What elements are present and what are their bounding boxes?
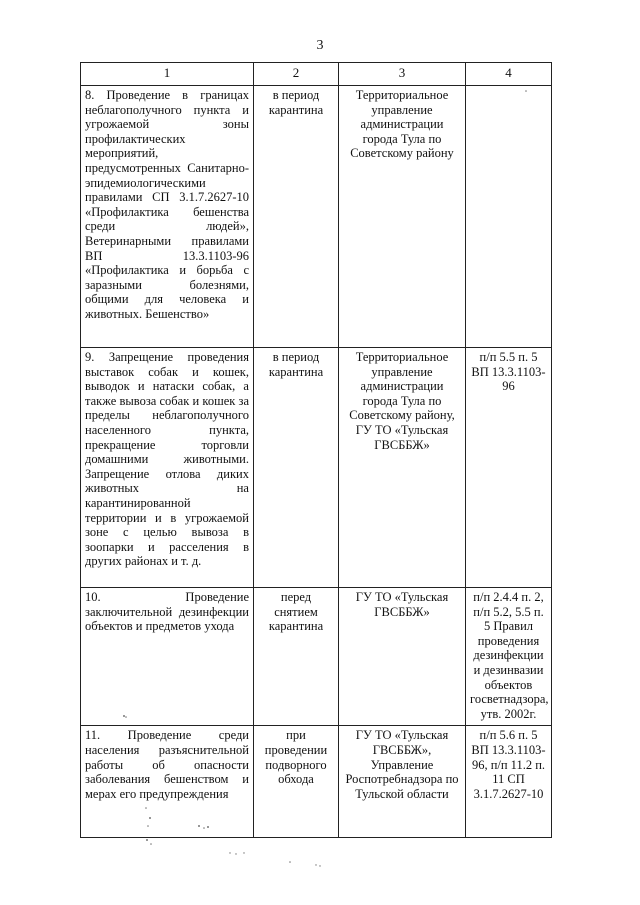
basis-cell: п/п 5.6 п. 5 ВП 13.3.1103-96, п/п 11.2 п. 11 СП 3.1.7.2627-10 [466,726,552,838]
table-row [81,86,552,348]
column-header: 2 [254,63,339,86]
column-header: 4 [466,63,552,86]
table-header-row [81,63,552,86]
basis-cell: п/п 2.4.4 п. 2, п/п 5.2, 5.5 п. 5 Правил проведения дезинфекции и дезинвазии объектов госветнадзора, утв. 2002г. [466,588,552,726]
responsible-cell: ГУ ТО «Тульская ГВСББЖ» [339,588,466,726]
measures-table [80,62,552,838]
table-row [81,588,552,726]
term-cell: перед снятием карантина [254,588,339,726]
measure-cell: 9. Запрещение проведения выставок собак и кошек, выводок и натаски собак, а также вывоза собак и кошек за пределы неблагополучного населенного пункта, прекращение торговли домашними животными. Запрещение отлова диких животных на карантинированной территории и в угрожаемой зоне с целью вывоза в зоопарки и расселения в других районах и т. д. [81,348,254,588]
basis-cell: п/п 5.5 п. 5 ВП 13.3.1103-96 [466,348,552,588]
measure-cell: 8. Проведение в границах неблагополучного пункта и угрожаемой зоны профилактических мероприятий, предусмотренных Санитарно-эпидемиологическими правилами СП 3.1.7.2627-10 «Профилактика бешенства среди людей», Ветеринарными правилами ВП 13.3.1103-96 «Профилактика и борьба с заразными болезнями, общими для человека и животных. Бешенство» [81,86,254,348]
responsible-cell: Территориальное управление администрации города Тула по Советскому району, ГУ ТО «Тульская ГВСББЖ» [339,348,466,588]
table-row [81,348,552,588]
term-cell: в период карантина [254,86,339,348]
table-row [81,726,552,838]
basis-cell [466,86,552,348]
term-cell: в период карантина [254,348,339,588]
responsible-cell: ГУ ТО «Тульская ГВСББЖ», Управление Роспотребнадзора по Тульской области [339,726,466,838]
page-number: 3 [316,38,324,53]
measure-cell: 10. Проведение заключительной дезинфекции объектов и предметов ухода [81,588,254,726]
measure-cell: 11. Проведение среди населения разъяснительной работы об опасности заболевания бешенством и мерах его предупреждения [81,726,254,838]
column-header: 1 [81,63,254,86]
responsible-cell: Территориальное управление администрации города Тула по Советскому району [339,86,466,348]
column-header: 3 [339,63,466,86]
term-cell: при проведении подворного обхода [254,726,339,838]
